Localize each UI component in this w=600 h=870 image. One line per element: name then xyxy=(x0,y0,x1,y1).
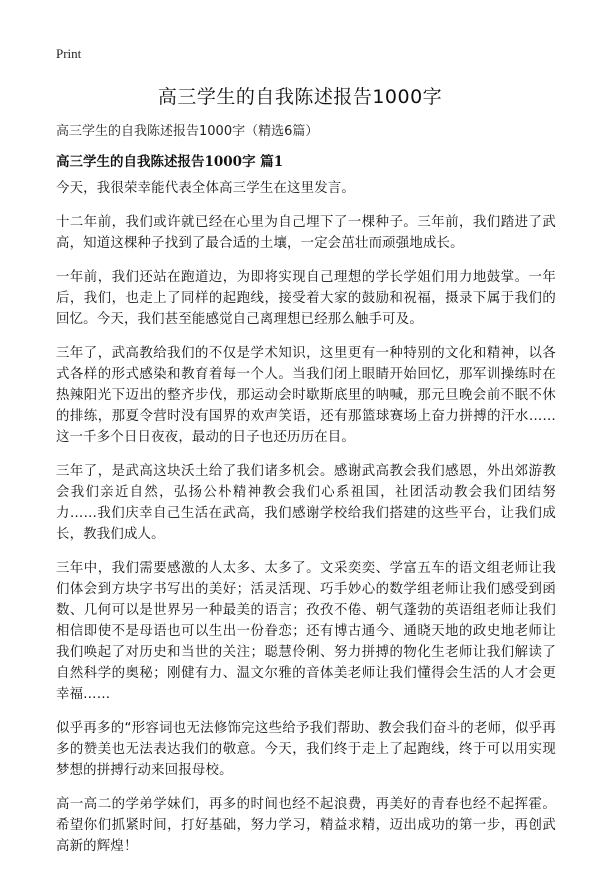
paragraph: 十二年前，我们或许就已经在心里为自己埋下了一棵种子。三年前，我们踏进了武高，知道这棵种子找到了最合适的土壤，一定会茁壮而顽强地成长。 xyxy=(56,215,556,251)
paragraph: 三年中，我们需要感激的人太多、太多了。文采奕奕、学富五车的语文组老师让我们体会到方块字书写出的美好；活灵活现、巧手妙心的数学组老师让我们感受到函数、几何可以是世界另一种最美的语言；孜孜不倦、朝气蓬勃的英语组老师让我们相信即使不是母语也可以生出一份眷恋；还有博古通今、通晓天地的政史地老师让我们唤起了对历史和当世的关注；聪慧伶俐、努力拼搏的物化生老师让我们解读了自然科学的奥秘；刚健有力、温文尔雅的音体美老师让我们懂得会生活的人才会更幸福…… xyxy=(56,561,556,702)
paragraph: 三年了，武高教给我们的不仅是学术知识，这里更有一种特别的文化和精神，以各式各样的形式感染和教育着每一个人。当我们闭上眼睛开始回忆，那军训操练时在热辣阳光下迈出的整齐步伐，那运动会时歇斯底里的呐喊，那元旦晚会前不眠不休的排练，那夏令营时没有国界的欢声笑语，还有那篮球赛场上奋力拼搏的汗水……这一千多个日日夜夜，最动的日子也还历历在目。 xyxy=(56,346,556,445)
article-body xyxy=(56,178,556,870)
paragraph: 似乎再多的“形容词也无法修饰完这些给予我们帮助、教会我们奋斗的老师，似乎再多的赞美也无法表达我们的敬意。今天，我们终于走上了起跑线，终于可以用实现梦想的拼搏行动来回报母校。 xyxy=(56,721,556,778)
paragraph: 三年了，是武高这块沃土给了我们诸多机会。感谢武高教会我们感恩，外出郊游教会我们亲近自然，弘扬公朴精神教会我们心系祖国，社团活动教会我们团结努力……我们庆幸自己生活在武高，我们感谢学校给我们搭建的这些平台，让我们成长，教我们成人。 xyxy=(56,464,556,542)
document-title: 高三学生的自我陈述报告1000字 xyxy=(157,86,443,108)
section-heading: 高三学生的自我陈述报告1000字 篇1 xyxy=(56,154,284,170)
paragraph: 高一高二的学弟学妹们，再多的时间也经不起浪费，再美好的青春也经不起挥霍。希望你们抓紧时间，打好基础，努力学习，精益求精，迈出成功的第一步，再创武高新的辉煌！ xyxy=(56,797,556,854)
print-link[interactable]: Print xyxy=(56,46,82,61)
paragraph: 一年前，我们还站在跑道边，为即将实现自己理想的学长学姐们用力地鼓掌。一年后，我们，也走上了同样的起跑线，接受着大家的鼓励和祝福，摄录下属于我们的回忆。今天，我们甚至能感觉自己离理想已经那么触手可及。 xyxy=(56,270,556,327)
paragraph: 今天，我很荣幸能代表全体高三学生在这里发言。 xyxy=(56,181,355,196)
document-subtitle: 高三学生的自我陈述报告1000字（精选6篇） xyxy=(56,124,319,139)
